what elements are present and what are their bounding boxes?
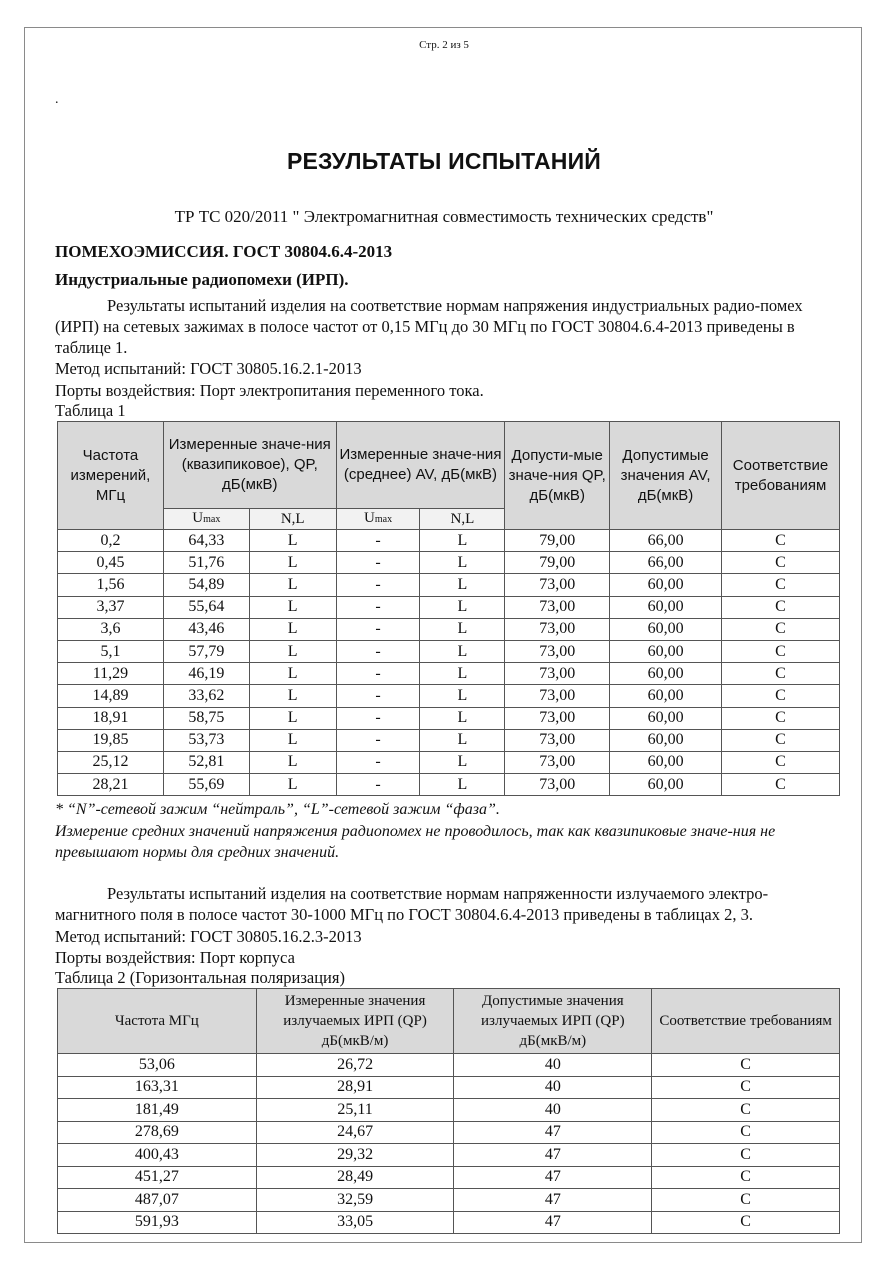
table-row — [58, 596, 840, 618]
cell-qp-umax: 33,62 — [163, 685, 249, 707]
cell-qp-nl: L — [249, 774, 336, 796]
t2-header-limit: Допустимые значения излучаемых ИРП (QP) дБ(мкВ/м) — [454, 989, 652, 1054]
stray-dot: . — [55, 92, 59, 107]
cell-compliance: С — [722, 596, 840, 618]
cell-av-nl: L — [420, 729, 505, 751]
cell-av-nl: L — [420, 685, 505, 707]
page-number: Стр. 2 из 5 — [419, 39, 469, 51]
cell-av-limit: 60,00 — [610, 751, 722, 773]
cell-freq: 181,49 — [58, 1099, 257, 1122]
cell-freq: 5,1 — [58, 640, 164, 662]
table-2 — [57, 988, 840, 1234]
header-qp-limit: Допусти-мые значе-ния QP, дБ(мкВ) — [505, 422, 610, 530]
table-row — [58, 1211, 840, 1234]
cell-av-nl: L — [420, 530, 505, 552]
cell-freq: 0,2 — [58, 530, 164, 552]
cell-qp-nl: L — [249, 663, 336, 685]
cell-freq: 451,27 — [58, 1166, 257, 1189]
cell-compliance: С — [652, 1121, 840, 1144]
cell-av-limit: 60,00 — [610, 707, 722, 729]
cell-qp-nl: L — [249, 751, 336, 773]
cell-av-umax: - — [336, 774, 420, 796]
cell-freq: 278,69 — [58, 1121, 257, 1144]
cell-compliance: С — [652, 1189, 840, 1212]
cell-compliance: С — [652, 1054, 840, 1077]
cell-av-nl: L — [420, 707, 505, 729]
cell-freq: 18,91 — [58, 707, 164, 729]
cell-qp-umax: 53,73 — [163, 729, 249, 751]
subheader-av-nl: N,L — [420, 509, 505, 530]
cell-compliance: С — [722, 552, 840, 574]
cell-qp-limit: 73,00 — [505, 640, 610, 662]
cell-qp-nl: L — [249, 530, 336, 552]
cell-av-umax: - — [336, 618, 420, 640]
cell-compliance: С — [722, 774, 840, 796]
section1-ports: Порты воздействия: Порт электропитания переменного тока. — [55, 381, 484, 400]
cell-qp-umax: 43,46 — [163, 618, 249, 640]
cell-av-limit: 60,00 — [610, 574, 722, 596]
section1-method: Метод испытаний: ГОСТ 30805.16.2.1-2013 — [55, 359, 362, 378]
cell-compliance: С — [652, 1211, 840, 1234]
cell-limit: 47 — [454, 1121, 652, 1144]
cell-compliance: С — [722, 685, 840, 707]
cell-limit: 47 — [454, 1189, 652, 1212]
cell-compliance: С — [722, 640, 840, 662]
cell-limit: 40 — [454, 1076, 652, 1099]
cell-qp-limit: 73,00 — [505, 618, 610, 640]
cell-measured: 28,91 — [256, 1076, 454, 1099]
cell-av-umax: - — [336, 729, 420, 751]
table-row — [58, 1099, 840, 1122]
cell-qp-limit: 73,00 — [505, 663, 610, 685]
cell-qp-nl: L — [249, 640, 336, 662]
table-row — [58, 574, 840, 596]
cell-qp-nl: L — [249, 574, 336, 596]
table-row — [58, 1121, 840, 1144]
section-subheading: Индустриальные радиопомехи (ИРП). — [55, 270, 349, 289]
cell-av-limit: 60,00 — [610, 729, 722, 751]
section2-method: Метод испытаний: ГОСТ 30805.16.2.3-2013 — [55, 927, 362, 946]
cell-measured: 26,72 — [256, 1054, 454, 1077]
cell-measured: 33,05 — [256, 1211, 454, 1234]
t2-header-measured: Измеренные значения излучаемых ИРП (QP) дБ(мкВ/м) — [256, 989, 454, 1054]
cell-limit: 47 — [454, 1144, 652, 1167]
cell-av-limit: 66,00 — [610, 530, 722, 552]
table-row — [58, 1054, 840, 1077]
cell-compliance: С — [722, 663, 840, 685]
cell-av-umax: - — [336, 530, 420, 552]
table-row — [58, 1166, 840, 1189]
cell-limit: 47 — [454, 1166, 652, 1189]
cell-measured: 24,67 — [256, 1121, 454, 1144]
cell-av-nl: L — [420, 574, 505, 596]
cell-av-limit: 60,00 — [610, 774, 722, 796]
table1-caption: Таблица 1 — [55, 401, 126, 420]
cell-qp-umax: 55,69 — [163, 774, 249, 796]
header-qp-measured: Измеренные значе-ния (квазипиковое), QP, дБ(мкВ) — [163, 422, 336, 509]
cell-measured: 32,59 — [256, 1189, 454, 1212]
cell-freq: 3,37 — [58, 596, 164, 618]
cell-av-limit: 60,00 — [610, 596, 722, 618]
table-row — [58, 1076, 840, 1099]
cell-qp-limit: 79,00 — [505, 552, 610, 574]
cell-qp-umax: 51,76 — [163, 552, 249, 574]
subheader-qp-nl: N,L — [249, 509, 336, 530]
cell-av-limit: 60,00 — [610, 663, 722, 685]
cell-av-umax: - — [336, 751, 420, 773]
cell-freq: 487,07 — [58, 1189, 257, 1212]
cell-freq: 591,93 — [58, 1211, 257, 1234]
cell-qp-umax: 52,81 — [163, 751, 249, 773]
cell-compliance: С — [652, 1144, 840, 1167]
cell-av-limit: 60,00 — [610, 618, 722, 640]
cell-qp-umax: 57,79 — [163, 640, 249, 662]
cell-av-umax: - — [336, 707, 420, 729]
cell-qp-umax: 46,19 — [163, 663, 249, 685]
cell-qp-umax: 64,33 — [163, 530, 249, 552]
table-row — [58, 552, 840, 574]
cell-measured: 25,11 — [256, 1099, 454, 1122]
cell-qp-nl: L — [249, 729, 336, 751]
cell-freq: 25,12 — [58, 751, 164, 773]
subheader-qp-umax: Umax — [163, 509, 249, 530]
document-title: РЕЗУЛЬТАТЫ ИСПЫТАНИЙ — [286, 148, 602, 174]
table-row — [58, 685, 840, 707]
cell-freq: 19,85 — [58, 729, 164, 751]
cell-compliance: С — [652, 1076, 840, 1099]
cell-freq: 400,43 — [58, 1144, 257, 1167]
cell-qp-limit: 79,00 — [505, 530, 610, 552]
cell-measured: 28,49 — [256, 1166, 454, 1189]
subheader-av-umax: Umax — [336, 509, 420, 530]
cell-compliance: С — [722, 707, 840, 729]
cell-av-umax: - — [336, 663, 420, 685]
cell-qp-nl: L — [249, 685, 336, 707]
footnote-nl: * “N”-сетевой зажим “нейтраль”, “L”-сетевой зажим “фаза”. — [55, 801, 500, 818]
cell-freq: 163,31 — [58, 1076, 257, 1099]
cell-av-umax: - — [336, 574, 420, 596]
cell-freq: 28,21 — [58, 774, 164, 796]
cell-av-nl: L — [420, 774, 505, 796]
cell-qp-nl: L — [249, 596, 336, 618]
footnote-average: Измерение средних значений напряжения радиопомех не проводилось, так как квазипиковые значе-ния не превышают нормы для средних значений. — [55, 823, 776, 861]
cell-compliance: С — [722, 530, 840, 552]
cell-compliance: С — [722, 618, 840, 640]
cell-freq: 14,89 — [58, 685, 164, 707]
cell-qp-umax: 55,64 — [163, 596, 249, 618]
cell-measured: 29,32 — [256, 1144, 454, 1167]
section-heading: ПОМЕХОЭМИССИЯ. ГОСТ 30804.6.4-2013 — [55, 242, 393, 261]
cell-compliance: С — [722, 751, 840, 773]
cell-av-nl: L — [420, 640, 505, 662]
cell-compliance: С — [652, 1099, 840, 1122]
cell-av-nl: L — [420, 552, 505, 574]
cell-freq: 11,29 — [58, 663, 164, 685]
cell-freq: 0,45 — [58, 552, 164, 574]
cell-qp-limit: 73,00 — [505, 707, 610, 729]
cell-av-umax: - — [336, 685, 420, 707]
document-subtitle: ТР ТС 020/2011 " Электромагнитная совместимость технических средств" — [174, 207, 714, 226]
cell-av-nl: L — [420, 618, 505, 640]
table-row — [58, 751, 840, 773]
cell-qp-limit: 73,00 — [505, 774, 610, 796]
table-row — [58, 729, 840, 751]
cell-limit: 40 — [454, 1099, 652, 1122]
table2-caption: Таблица 2 (Горизонтальная поляризация) — [55, 968, 345, 987]
table-row — [58, 530, 840, 552]
t2-header-frequency: Частота МГц — [58, 989, 257, 1054]
cell-qp-limit: 73,00 — [505, 751, 610, 773]
header-av-measured: Измеренные значе-ния (среднее) AV, дБ(мкВ) — [336, 422, 505, 509]
cell-compliance: С — [652, 1166, 840, 1189]
cell-limit: 40 — [454, 1054, 652, 1077]
section2-ports: Порты воздействия: Порт корпуса — [55, 948, 295, 967]
cell-qp-nl: L — [249, 707, 336, 729]
header-compliance: Соответствие требованиям — [722, 422, 840, 530]
table-row — [58, 618, 840, 640]
section1-paragraph: Результаты испытаний изделия на соответствие нормам напряжения индустриальных радио-помех (ИРП) на сетевых зажимах в полосе частот от 0,15 МГц до 30 МГц по ГОСТ 30804.6.4-2013 приведены в таблице 1. — [55, 296, 803, 357]
cell-compliance: С — [722, 729, 840, 751]
cell-av-limit: 60,00 — [610, 640, 722, 662]
table-row — [58, 1189, 840, 1212]
table-row — [58, 707, 840, 729]
t2-header-compliance: Соответствие требованиям — [652, 989, 840, 1054]
cell-freq: 53,06 — [58, 1054, 257, 1077]
cell-av-umax: - — [336, 640, 420, 662]
cell-av-nl: L — [420, 596, 505, 618]
table-row — [58, 663, 840, 685]
cell-qp-umax: 58,75 — [163, 707, 249, 729]
cell-av-nl: L — [420, 663, 505, 685]
cell-av-limit: 66,00 — [610, 552, 722, 574]
cell-qp-limit: 73,00 — [505, 729, 610, 751]
cell-limit: 47 — [454, 1211, 652, 1234]
header-frequency: Частота измерений, МГц — [58, 422, 164, 530]
cell-qp-limit: 73,00 — [505, 574, 610, 596]
cell-av-umax: - — [336, 596, 420, 618]
cell-qp-nl: L — [249, 552, 336, 574]
cell-qp-limit: 73,00 — [505, 685, 610, 707]
cell-compliance: С — [722, 574, 840, 596]
cell-qp-nl: L — [249, 618, 336, 640]
cell-qp-umax: 54,89 — [163, 574, 249, 596]
cell-av-nl: L — [420, 751, 505, 773]
table-row — [58, 774, 840, 796]
table-row — [58, 640, 840, 662]
cell-freq: 1,56 — [58, 574, 164, 596]
table-row — [58, 1144, 840, 1167]
cell-av-limit: 60,00 — [610, 685, 722, 707]
cell-av-umax: - — [336, 552, 420, 574]
cell-qp-limit: 73,00 — [505, 596, 610, 618]
table-1 — [57, 421, 840, 796]
section2-paragraph: Результаты испытаний изделия на соответствие нормам напряженности излучаемого электро-магнитного поля в полосе частот 30-1000 МГц по ГОСТ 30804.6.4-2013 приведены в таблицах 2, 3. — [55, 884, 769, 924]
cell-freq: 3,6 — [58, 618, 164, 640]
header-av-limit: Допустимые значения AV, дБ(мкВ) — [610, 422, 722, 530]
